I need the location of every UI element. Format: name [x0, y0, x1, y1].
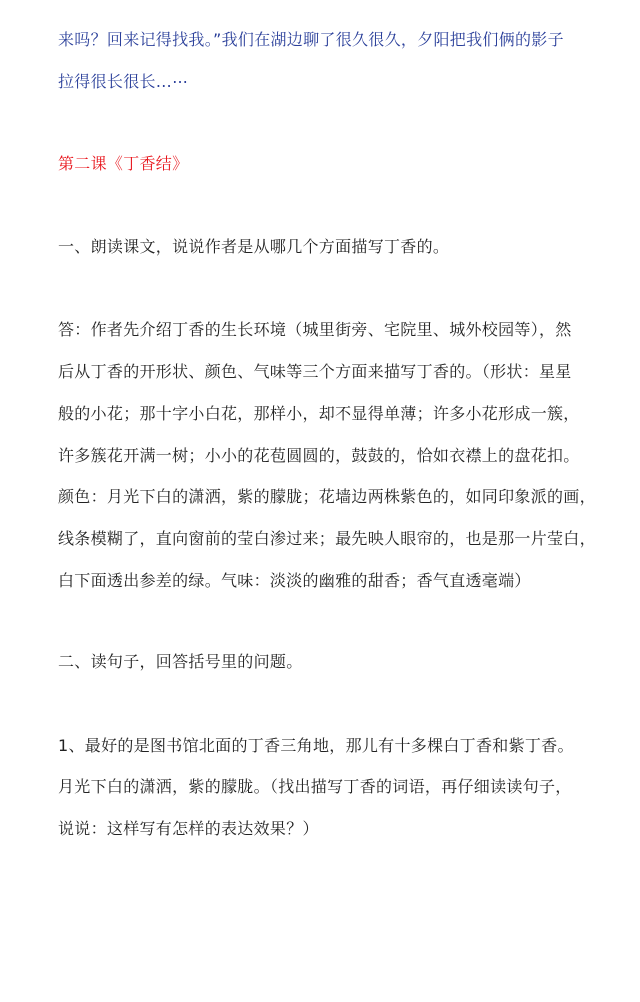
lesson-title: 第二课《丁香结》 — [58, 154, 189, 173]
answer-1-line-2: 后从丁香的开形状、颜色、气味等三个方面来描写丁香的。（形状：星星 — [58, 362, 572, 381]
sub-question-1-line-2: 月光下白的潇洒，紫的朦胧。（找出描写丁香的词语，再仔细读读句子， — [58, 777, 572, 796]
question-2: 二、读句子，回答括号里的问题。 — [58, 652, 303, 671]
continuation-line-1: 来吗？回来记得找我。”我们在湖边聊了很久很久，夕阳把我们俩的影子 — [58, 30, 564, 49]
answer-1-line-1: 答：作者先介绍丁香的生长环境（城里街旁、宅院里、城外校园等），然 — [58, 320, 572, 339]
question-1: 一、朗读课文，说说作者是从哪几个方面描写丁香的。 — [58, 237, 450, 256]
continuation-line-2: 拉得很长很长…⋯ — [58, 72, 189, 91]
answer-1-line-7: 白下面透出参差的绿。气味：淡淡的幽雅的甜香；香气直透毫端） — [58, 571, 531, 590]
sub-question-1-line-1: 1、最好的是图书馆北面的丁香三角地，那儿有十多棵白丁香和紫丁香。 — [58, 736, 574, 755]
answer-1-line-6: 线条模糊了，直向窗前的莹白渗过来；最先映人眼帘的，也是那一片莹白， — [58, 529, 596, 548]
answer-1-line-3: 般的小花；那十字小白花，那样小，却不显得单薄；许多小花形成一簇， — [58, 404, 580, 423]
answer-1-line-4: 许多簇花开满一树；小小的花苞圆圆的，鼓鼓的，恰如衣襟上的盘花扣。 — [58, 446, 580, 465]
answer-1-line-5: 颜色：月光下白的潇洒，紫的朦胧；花墙边两株紫色的，如同印象派的画， — [58, 487, 596, 506]
sub-question-1-line-3: 说说：这样写有怎样的表达效果？） — [58, 819, 319, 838]
